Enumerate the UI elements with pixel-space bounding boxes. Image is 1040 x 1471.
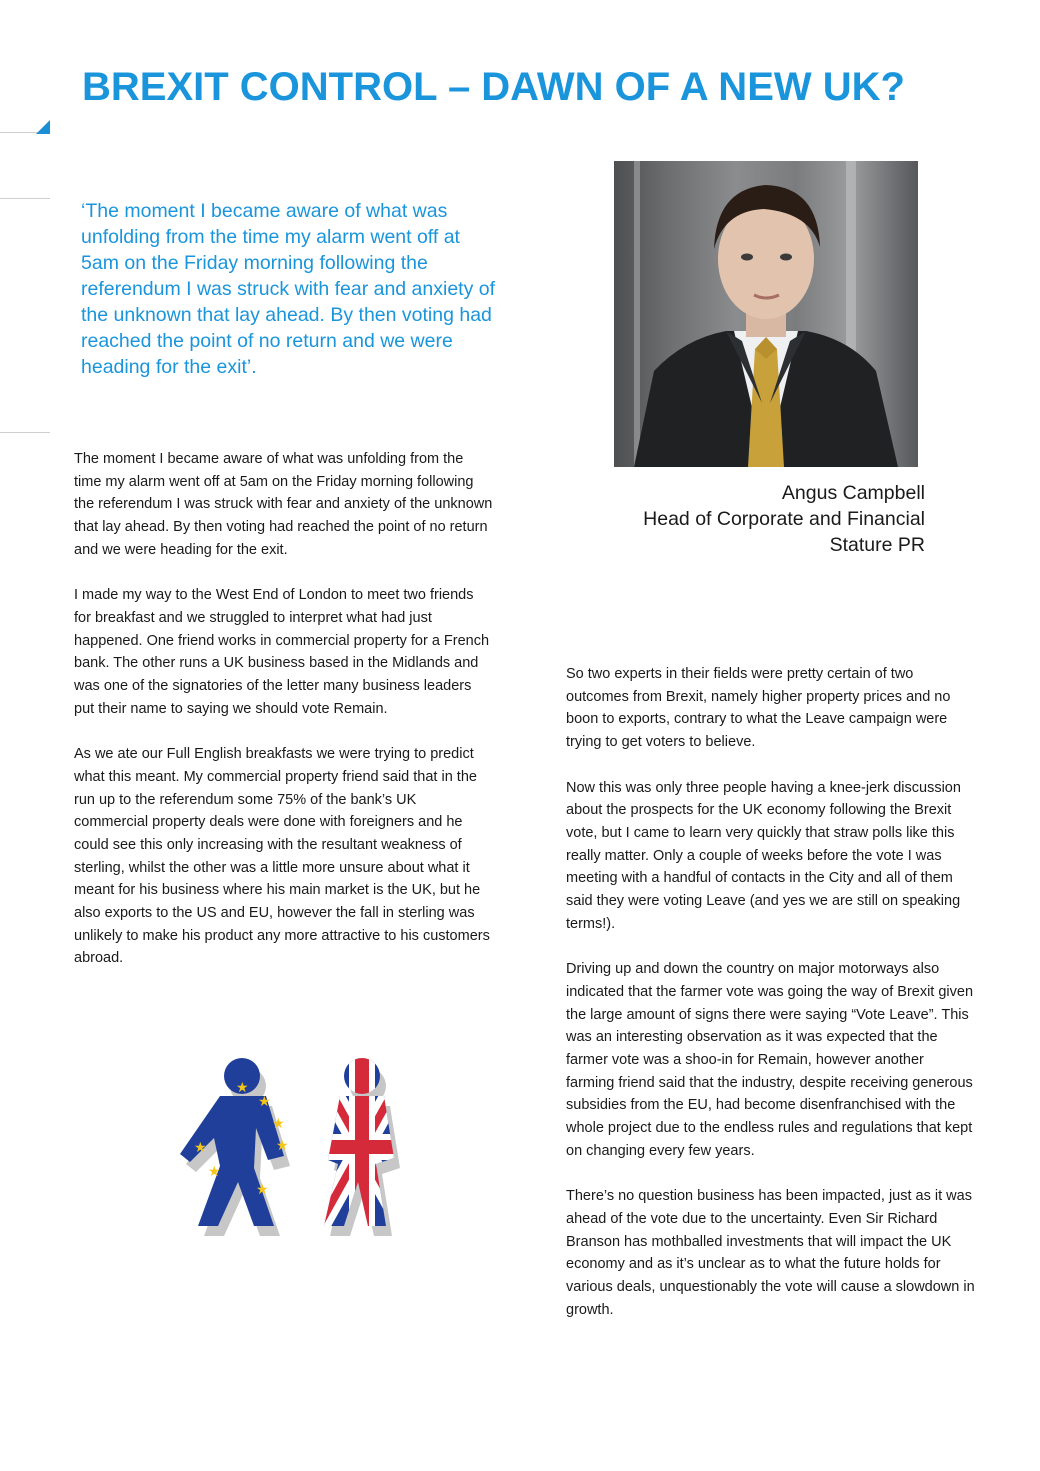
svg-text:★: ★ xyxy=(208,1164,221,1180)
author-photo xyxy=(614,161,918,467)
author-company: Stature PR xyxy=(829,534,925,556)
svg-text:★: ★ xyxy=(272,1116,285,1132)
left-column xyxy=(74,448,494,993)
margin-rule xyxy=(0,198,50,199)
photo-caption xyxy=(600,480,925,558)
svg-text:★: ★ xyxy=(256,1182,269,1198)
author-name: Angus Campbell xyxy=(781,482,925,504)
paragraph: Now this was only three people having a knee-jerk discussion about the prospects for the UK economy following the Brexit vote, but I came to learn very quickly that straw polls like this really matter. Only a couple of weeks before the vote I was meeting with a handful of contacts in the City and all of them said they were voting Leave (and yes we are still on speaking terms!). xyxy=(566,779,961,932)
author-role: Head of Corporate and Financial xyxy=(643,508,925,530)
svg-text:★: ★ xyxy=(194,1140,207,1156)
portrait-illustration xyxy=(614,161,918,467)
paragraph: As we ate our Full English breakfasts we were trying to predict what this meant. My commercial property friend said that in the run up to the referendum some 75% of the bank’s UK commercial property deals were done with foreigners and he could see this only increasing with the resultant weakness of sterling, whilst the other was a little more unsure about what it meant for his business where his main market is the UK, but he also exports to the US and EU, however the fall in sterling was unlikely to make his product any more attractive to his customers abroad. xyxy=(74,746,490,967)
paragraph: The moment I became aware of what was unfolding from the time my alarm went off at 5am on the Friday morning following the referendum I was struck with fear and anxiety of the unknown that lay ahead. By then voting had reached the point of no return and we were heading for the exit. xyxy=(74,451,493,558)
svg-text:★: ★ xyxy=(236,1080,249,1096)
pull-quote: ‘The moment I became aware of what was unfolding from the time my alarm went off at 5am on the Friday morning following the referendum I was struck with fear and anxiety of the unknown that lay ahead. By then voting had reached the point of no return and we were heading for the exit’. xyxy=(81,200,496,378)
paragraph: Driving up and down the country on major motorways also indicated that the farmer vote was going the way of Brexit given the large amount of signs there were saying “Vote Leave”. This was an interesting observation as it was expected that the farmer vote was a shoo-in for Remain, however another farming friend said that the industry, despite receiving generous subsidies from the EU, had become disenfranchised with the whole project due to the endless rules and regulations that kept on changing every few years. xyxy=(566,961,974,1159)
paragraph: So two experts in their fields were pretty certain of two outcomes from Brexit, namely higher property prices and no boon to exports, contrary to what the Leave campaign were trying to get voters to believe. xyxy=(566,666,951,751)
svg-text:★: ★ xyxy=(276,1138,289,1154)
svg-text:★: ★ xyxy=(258,1094,271,1110)
accent-triangle xyxy=(36,120,50,134)
eu-uk-walking-figures-illustration xyxy=(172,1048,462,1243)
uk-figure xyxy=(312,1048,412,1238)
paragraph: I made my way to the West End of London to meet two friends for breakfast and we struggled to interpret what had just happened. One friend works in commercial property for a French bank. The other runs a UK business based in the Midlands and was one of the signatories of the letter many business leaders put their name to saying we should vote Remain. xyxy=(74,587,490,717)
article-title: BREXIT CONTROL – DAWN OF A NEW UK? xyxy=(82,65,905,109)
margin-rule xyxy=(0,432,50,433)
right-column xyxy=(566,663,976,1344)
eu-figure xyxy=(180,1058,290,1236)
paragraph: There’s no question business has been impacted, just as it was ahead of the vote due to the uncertainty. Even Sir Richard Branson has mothballed investments that will impact the UK economy and as it’s unclear as to what the future holds for various deals, unquestionably the vote will cause a slowdown in growth. xyxy=(566,1188,975,1318)
